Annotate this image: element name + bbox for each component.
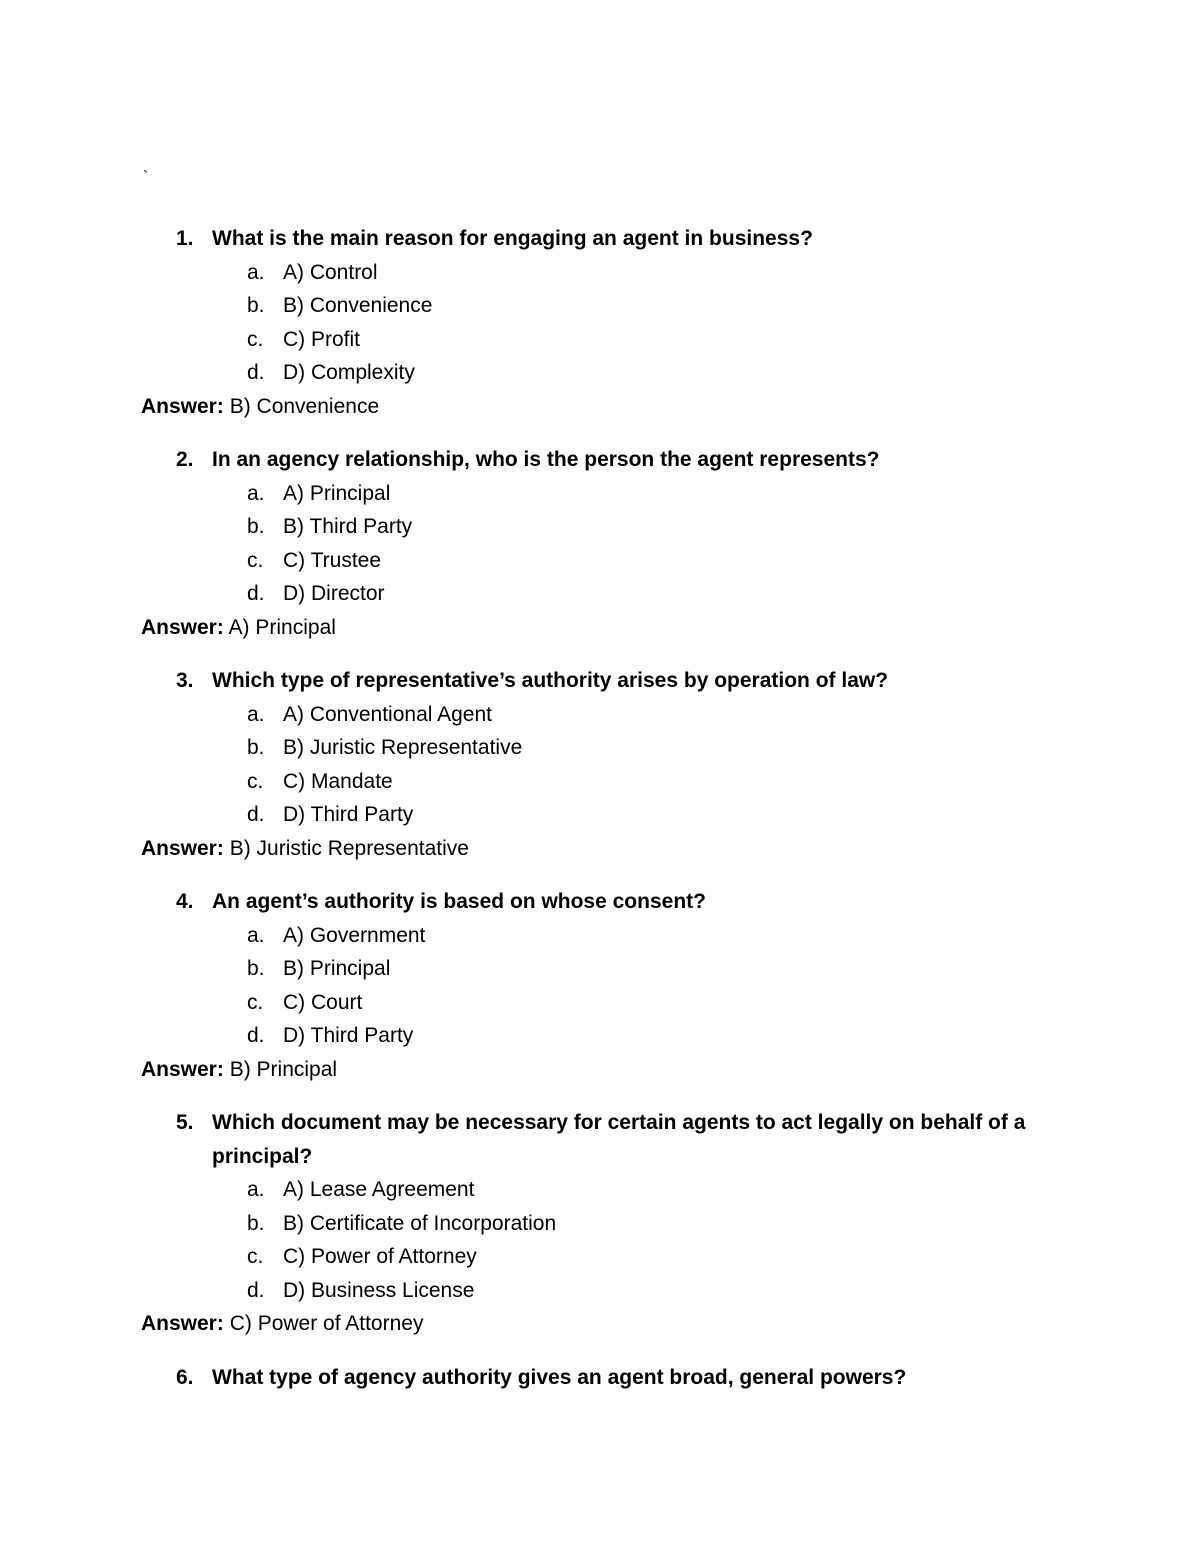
option-item [0,1173,1200,1207]
answer-line [0,1053,1200,1087]
option-letter: c. [247,327,264,351]
question-number: 3. [176,669,194,692]
option-list [0,919,1200,1053]
option-text: A) Lease Agreement [283,1178,475,1201]
question-text [0,222,1200,256]
option-item [0,1207,1200,1241]
option-text: D) Business License [283,1278,475,1302]
option-list [0,698,1200,832]
answer-value: C) Power of Attorney [229,1312,424,1335]
answer-label: Answer: [141,615,224,639]
stray-mark: ` [143,169,149,186]
question-text [0,885,1200,919]
option-text: C) Mandate [283,769,393,793]
answer-value: B) Principal [229,1057,338,1081]
option-item [0,986,1200,1020]
option-list [0,1173,1200,1307]
option-text: D) Third Party [283,803,414,826]
option-text: B) Juristic Representative [283,736,523,759]
option-list [0,256,1200,390]
option-item [0,323,1200,357]
answer-line [0,611,1200,645]
option-letter: c. [247,769,264,793]
option-item [0,919,1200,953]
answer-value: B) Juristic Representative [229,836,469,860]
question-label: An agent’s authority is based on whose consent? [212,890,706,913]
option-letter: c. [247,990,264,1014]
question-block [0,1106,1200,1341]
question-label: What type of agency authority gives an agent broad, general powers? [212,1365,907,1389]
question-label: What is the main reason for engaging an agent in business? [212,227,813,250]
option-letter: b. [247,957,265,980]
answer-label: Answer: [141,1312,224,1335]
option-item [0,1240,1200,1274]
option-letter: d. [247,1024,265,1047]
option-text: B) Certificate of Incorporation [283,1211,557,1235]
option-item [0,765,1200,799]
option-text: A) Conventional Agent [283,702,492,726]
option-list [0,477,1200,611]
option-text: C) Profit [283,327,361,351]
option-text: A) Government [283,923,426,947]
question-number: 5. [176,1111,194,1134]
option-letter: c. [247,548,264,572]
option-text: B) Principal [283,957,391,980]
answer-label: Answer: [141,1057,224,1081]
option-letter: b. [247,1211,265,1235]
option-letter: c. [247,1245,264,1268]
option-item [0,1274,1200,1308]
question-block [0,443,1200,644]
option-text: C) Trustee [283,548,382,572]
answer-line [0,1307,1200,1341]
question-text [0,1361,1200,1395]
answer-label: Answer: [141,394,224,418]
option-text: A) Control [283,260,378,284]
answer-line [0,390,1200,424]
question-block [0,664,1200,865]
option-letter: d. [247,803,265,826]
option-letter: b. [247,515,265,538]
question-text [0,664,1200,698]
question-label: Which type of representative’s authority arises by operation of law? [212,669,889,692]
option-text: B) Third Party [283,515,413,538]
option-text: C) Court [283,990,363,1014]
option-item [0,731,1200,765]
option-item [0,289,1200,323]
option-letter: d. [247,1278,265,1302]
question-number: 2. [176,448,194,471]
option-item [0,510,1200,544]
answer-label: Answer: [141,836,224,860]
option-text: D) Complexity [283,361,415,384]
question-label: In an agency relationship, who is the person the agent represents? [212,448,880,471]
option-letter: a. [247,260,265,284]
option-item [0,477,1200,511]
question-number: 1. [176,227,194,250]
option-letter: a. [247,481,265,505]
option-letter: b. [247,294,265,317]
option-letter: d. [247,582,265,605]
option-text: D) Third Party [283,1024,414,1047]
option-text: A) Principal [283,481,391,505]
question-number: 6. [176,1365,194,1389]
option-item [0,256,1200,290]
option-text: C) Power of Attorney [283,1245,477,1268]
option-item [0,798,1200,832]
question-label: Which document may be necessary for certain agents to act legally on behalf of a principal? [212,1111,1026,1168]
question-number: 4. [176,890,194,913]
option-letter: a. [247,923,265,947]
option-item [0,952,1200,986]
option-letter: b. [247,736,265,759]
option-item [0,1019,1200,1053]
question-block [0,885,1200,1086]
option-item [0,577,1200,611]
option-letter: d. [247,361,265,384]
option-item [0,698,1200,732]
option-letter: a. [247,1178,265,1201]
question-text [0,1106,1200,1173]
question-list [0,222,1200,1414]
question-text [0,443,1200,477]
answer-value: B) Convenience [229,394,380,418]
question-block [0,222,1200,423]
answer-line [0,832,1200,866]
question-block [0,1361,1200,1395]
option-text: D) Director [283,582,385,605]
option-item [0,544,1200,578]
option-letter: a. [247,702,265,726]
option-text: B) Convenience [283,294,433,317]
answer-value: A) Principal [228,615,336,639]
option-item [0,356,1200,390]
